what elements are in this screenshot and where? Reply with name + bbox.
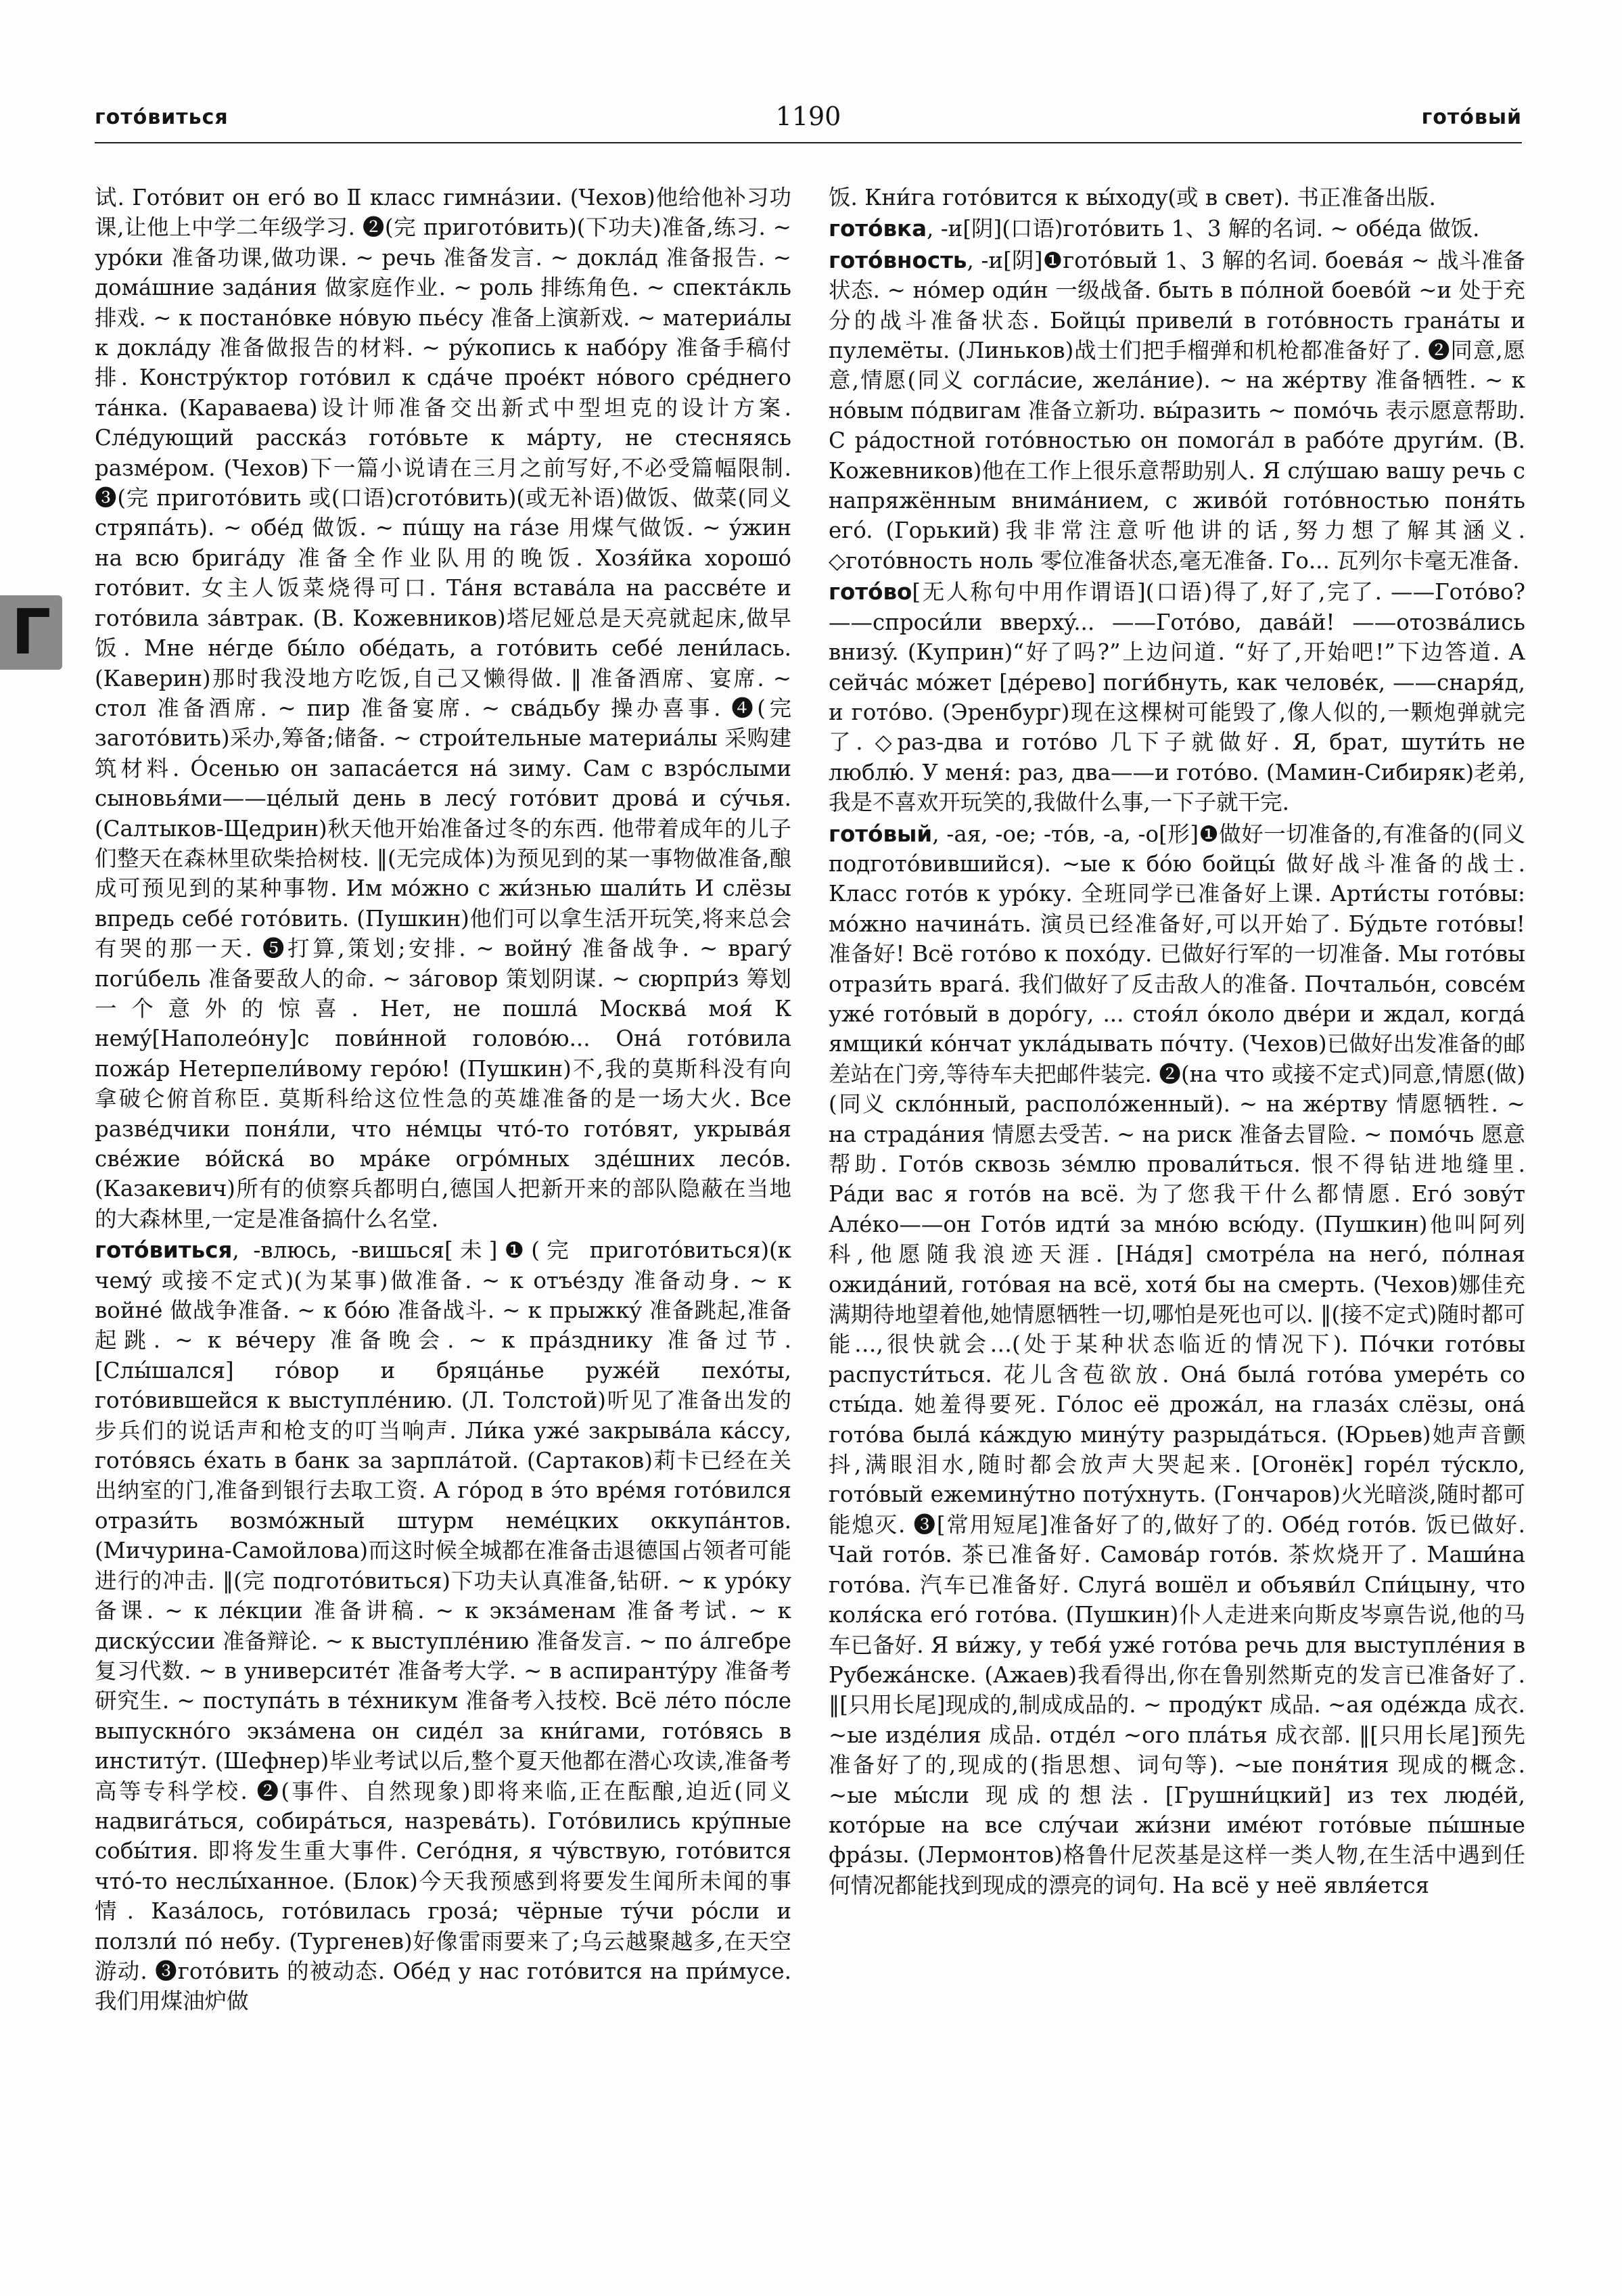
- dictionary-entry: [95, 183, 791, 1234]
- entry-text: [无人称句中用作谓语](口语)得了,好了,完了. ——Готóво? ——спроси́ли вверхý... ——Готóво, давáй! ——отозвáлись внизý. (Куприн)“好了吗?”上边问道. “好了,开始吧!”下边答道. А сейчáс мóжет [дéрево] поги́бнуть, как человéк, ——снаря́д, и готóво. (Эренбург)现在这棵树可能毁了,像人似的,一颗炮弹就完了. ◇раз-два и готóво 几下子就做好. Я, брат, шути́ть не люблю́. У меня́: раз, два——и готóво. (Мамин-Сибиряк)老弟,我是不喜欢开玩笑的,我做什么事,一下子就干完.: [829, 579, 1525, 816]
- thumb-index-letter: Г: [11, 596, 51, 668]
- running-head-right: готóвый: [1421, 106, 1522, 129]
- entry-text: , -ая, -ое; -тóв, -а, -о[形]❶做好一切准备的,有准备的(同义 подготóвившийся). ~ые к бóю бойцы́ 做好战斗准备的战士. Класс готóв к урóку. 全班同学已准备好上课. Арти́сты готóвы: мóжно начинáть. 演员已经准备好,可以开始了. Бýдьте готóвы! 准备好! Всё готóво к похóду. 已做好行军的一切准备. Мы готóвы отрази́ть врагá. 我们做好了反击敌人的准备. Почтальóн, совсéм ужé готóвый в дорóгу, ... стоя́л óколо двéри и ждал, когдá ямщики́ кóнчат уклáдывать пóчту. (Чехов)已做好出发准备的邮差站在门旁,等待车夫把邮件装完. ❷(на что 或接不定式)同意,情愿(做)(同义 склóнный, распoлóженный). ~ на жéртву 情愿牺牲. ~ на страдáния 情愿去受苦. ~ на риск 准备去冒险. ~ помóчь 愿意帮助. Готóв сквозь зéмлю провали́ться. 恨不得钻进地缝里. Рáди вас я готóв на всё. 为了您我干什么都情愿. Егó зовýт Алéко——он Готóв идти́ за мнóю всю́ду. (Пушкин)他叫阿列科,他愿随我浪迹天涯. [Нáдя] смотрéла на негó, пóлная ожидáний, готóвая на всё, хотя́ бы на смерть. (Чехов)娜佳充满期待地望着他,她情愿牺牲一切,哪怕是死也可以. ‖(接不定式)随时都可能…,很快就会…(处于某种状态临近的情况下). Пóчки готóвы распусти́ться. 花儿含苞欲放. Онá былá готóва умерéть со сты́да. 她羞得要死. Гóлос её дрожáл, на глазáх слёзы, онá готóва былá кáждую минýту разрыдáться. (Юрьев)她声音颤抖,满眼泪水,随时都会放声大哭起来. [Огонёк] горéл тýскло, готóвый ежеминýтно потýхнуть. (Гончаров)火光暗淡,随时都可能熄灭. ❸[常用短尾]准备好了的,做好了的. Обéд готóв. 饭已做好. Чай готóв. 茶已准备好. Самовáр готóв. 茶炊烧开了. Маши́на готóва. 汽车已准备好. Слугá вошёл и объяви́л Спи́цыну, что коля́ска егó готóва. (Пушкин)仆人走进来向斯皮岑禀告说,他的马车已备好. Я ви́жу, у тебя́ ужé готóва речь для выступлéния в Рубежáнске. (Ажаев)我看得出,你在鲁别然斯克的发言已准备好了. ‖[只用长尾]现成的,制成成品的. ~ продýкт 成品. ~ая одéжда 成衣. ~ые издéлия 成品. отдéл ~ого плáтья 成衣部. ‖[只用长尾]预先准备好了的,现成的(指思想、词句等). ~ые поня́тия 现成的概念. ~ые мы́сли 现成的想法. [Грушни́цкий] из тех людéй, котóрые на все слýчаи жи́зни имéют готóвые пы́шные фрáзы. (Лермонтов)格鲁什尼茨基是这样一类人物,在生活中遇到任何情况都能找到现成的漂亮的词句. На всё у неё явля́ется: [829, 821, 1525, 1898]
- entry-text: 饭. Кни́га готóвится к вы́ходу(或 в свет). 书正准备出版.: [829, 185, 1436, 210]
- entry-headword: готóво: [829, 579, 912, 605]
- dictionary-entry: [829, 577, 1525, 817]
- running-head-left: готóвиться: [95, 106, 229, 129]
- dictionary-entry: [829, 183, 1525, 212]
- dictionary-entry: [829, 246, 1525, 576]
- entry-headword: готóвность: [829, 247, 967, 273]
- entry-headword: готóвый: [829, 821, 933, 847]
- entry-headword: готóвиться: [95, 1237, 233, 1264]
- entry-text: , -влюсь, -вишься[未]❶(完 приготóвиться)(к чемý 或接不定式)(为某事)做准备. ~ к отъéзду 准备动身. ~ к войнé 做战争准备. ~ к бóю 准备战斗. ~ к прыжкý 准备跳起,准备起跳. ~ к вéчеру 准备晚会. ~ к прáзднику 准备过节. [Слы́шался] гóвор и бряцáнье ружéй пехóты, готóвившейся к выступлéнию. (Л. Толстой)听见了准备出发的步兵们的说话声和枪支的叮当响声. Ли́ка ужé закрывáла кáссу, готóвясь éхать в банк за зарплáтой. (Сартаков)莉卡已经在关出纳室的门,准备到银行去取工资. А гóрод в э́то врéмя готóвился отрази́ть возмóжный штурм немéцких оккупáнтов. (Мичурина-Самойлова)而这时候全城都在准备击退德国占领者可能进行的冲击. ‖(完 подготóвиться)下功夫认真准备,钻研. ~ к урóку 备课. ~ к лéкции 准备讲稿. ~ к экзáменам 准备考试. ~ к дискýссии 准备辩论. ~ к выступлéнию 准备发言. ~ по áлгебре 复习代数. ~ в университéт 准备考大学. ~ в аспирантýру 准备考研究生. ~ поступáть в тéхникум 准备考入技校. Всё лéто пóсле выпускнóго экзáмена он сидéл за кни́гами, готóвясь в институ́т. (Шефнер)毕业考试以后,整个夏天他都在潜心攻读,准备考高等专科学校. ❷(事件、自然现象)即将来临,正在酝酿,迫近(同义 надвигáться, собирáться, назревáть). Готóвились крýпные собы́тия. 即将发生重大事件. Сегóдня, я чýвствую, готóвится чтó-то неслы́ханное. (Блок)今天我预感到将要发生闻所未闻的事情. Казáлось, готóвилась грозá; чёрные тýчи рóсли и ползли́ пó небу. (Тургенев)好像雷雨要来了;乌云越聚越多,在天空游动. ❸готóвить 的被动态. Обéд у нас готóвится на при́мусе. 我们用煤油炉做: [95, 1237, 791, 2015]
- dictionary-entry: [829, 819, 1525, 1901]
- entry-text: , -и[阴](口语)готóвить 1、3 解的名词. ~ обéда 做饭.: [927, 216, 1480, 242]
- right-column: [829, 183, 1525, 2226]
- thumb-index-tab: [0, 595, 62, 670]
- entry-text: 试. Готóвит он егó во Ⅱ класс гимнáзии. (Чехов)他给他补习功课,让他上中学二年级学习. ❷(完 приготóвить)(下功夫)准备,练习. ~ урóки 准备功课,做功课. ~ речь 准备发言. ~ доклáд 准备报告. ~ домáшние задáния 做家庭作业. ~ роль 排练角色. ~ спектáкль 排戏. ~ к постанóвке нóвую пьéсу 准备上演新戏. ~ материáлы к доклáду 准备做报告的材料. ~ рýкопись к набóру 准备手稿付排. Констрýктор готóвил к сдáче проéкт нóвого срéднего тáнка. (Караваева)设计师准备交出新式中型坦克的设计方案. Слéдующий расскáз готóвьте к мáрту, не стесняясь размéром. (Чехов)下一篇小说请在三月之前写好,不必受篇幅限制. ❸(完 приготóвить 或(口语)сготóвить)(或无补语)做饭、做菜(同义 стряпáть). ~ обéд 做饭. ~ пúщу на гáзе 用煤气做饭. ~ ýжин на всю бригáду 准备全作业队用的晚饭. Хозя́йка хорошó готóвит. 女主人饭菜烧得可口. Тáня вставáла на рассвéте и готóвила зáвтрак. (В. Кожевников)塔尼娅总是天亮就起床,做早饭. Мне нéгде бы́ло обéдать, а готóвить себé лени́лась. (Каверин)那时我没地方吃饭,自己又懒得做. ‖ 准备酒席、宴席. ~ стол 准备酒席. ~ пир 准备宴席. ~ свáдьбу 操办喜事. ❹(完 заготóвить)采办,筹备;储备. ~ строи́тельные материáлы 采购建筑材料. Óсенью он запасáется нá зиму. Сам с взрóслыми сыновья́ми——цéлый день в лесý готóвит дровá и сýчья. (Салтыков-Щедрин)秋天他开始准备过冬的东西. 他带着成年的儿子们整天在森林里砍柴拾树枝. ‖(无完成体)为预见到的某一事物做准备,酿成可预见到的某种事物. Им мóжно с жи́знью шали́ть И слёзы впредь себé готóвить. (Пушкин)他们可以拿生活开玩笑,将来总会有哭的那一天. ❺打算,策划;安排. ~ войнý 准备战争. ~ врагý погúбель 准备要敌人的命. ~ зáговор 策划阴谋. ~ сюрпри́з 筹划一个意外的惊喜. Нет, не пошлá Москвá моя́ К немý[Наполеóну]с пови́нной головóю... Онá готóвила пожáр Нетерпели́вому герóю! (Пушкин)不,我的莫斯科没有向拿破仑俯首称臣. 莫斯科给这位性急的英雄准备的是一场大火. Все развéдчики поня́ли, что нéмцы чтó-то готóвят, укрывáя свéжие вóйскá во мрáке огрóмных здéшних лесóв. (Казакевич)所有的侦察兵都明白,德国人把新开来的部队隐蔽在当地的大森林里,一定是准备搞什么名堂.: [95, 185, 791, 1232]
- entry-headword: готóвка: [829, 216, 927, 242]
- page-number: 1190: [775, 101, 841, 131]
- left-column: [95, 183, 791, 2226]
- dictionary-entry: [829, 214, 1525, 244]
- entry-text: , -и[阴]❶готóвый 1、3 解的名词. боевáя ~ 战斗准备状态. ~ нóмер оди́н 一级战备. быть в пóлной боевóй ~и 处于充分的战斗准备状态. Бойцы́ привели́ в готóвность гранáты и пулемёты. (Линьков)战士们把手榴弹和机枪都准备好了. ❷同意,愿意,情愿(同义 соглáсие, желáние). ~ на жéртву 准备牺牲. ~ к нóвым пóдвигам 准备立新功. вы́разить ~ помóчь 表示愿意帮助. С рáдостной готóвностью он помогáл в рабóте други́м. (В. Кожевников)他在工作上很乐意帮助别人. Я слýшаю вашу речь с напряжённым внимáнием, с живóй готóвностью поня́ть егó. (Горький)我非常注意听他讲的话,努力想了解其涵义. ◇готóвность ноль 零位准备状态,毫无准备. Го... 瓦列尔卡毫无准备.: [829, 247, 1525, 574]
- page-header: [95, 101, 1522, 143]
- dictionary-entry: [95, 1235, 791, 2017]
